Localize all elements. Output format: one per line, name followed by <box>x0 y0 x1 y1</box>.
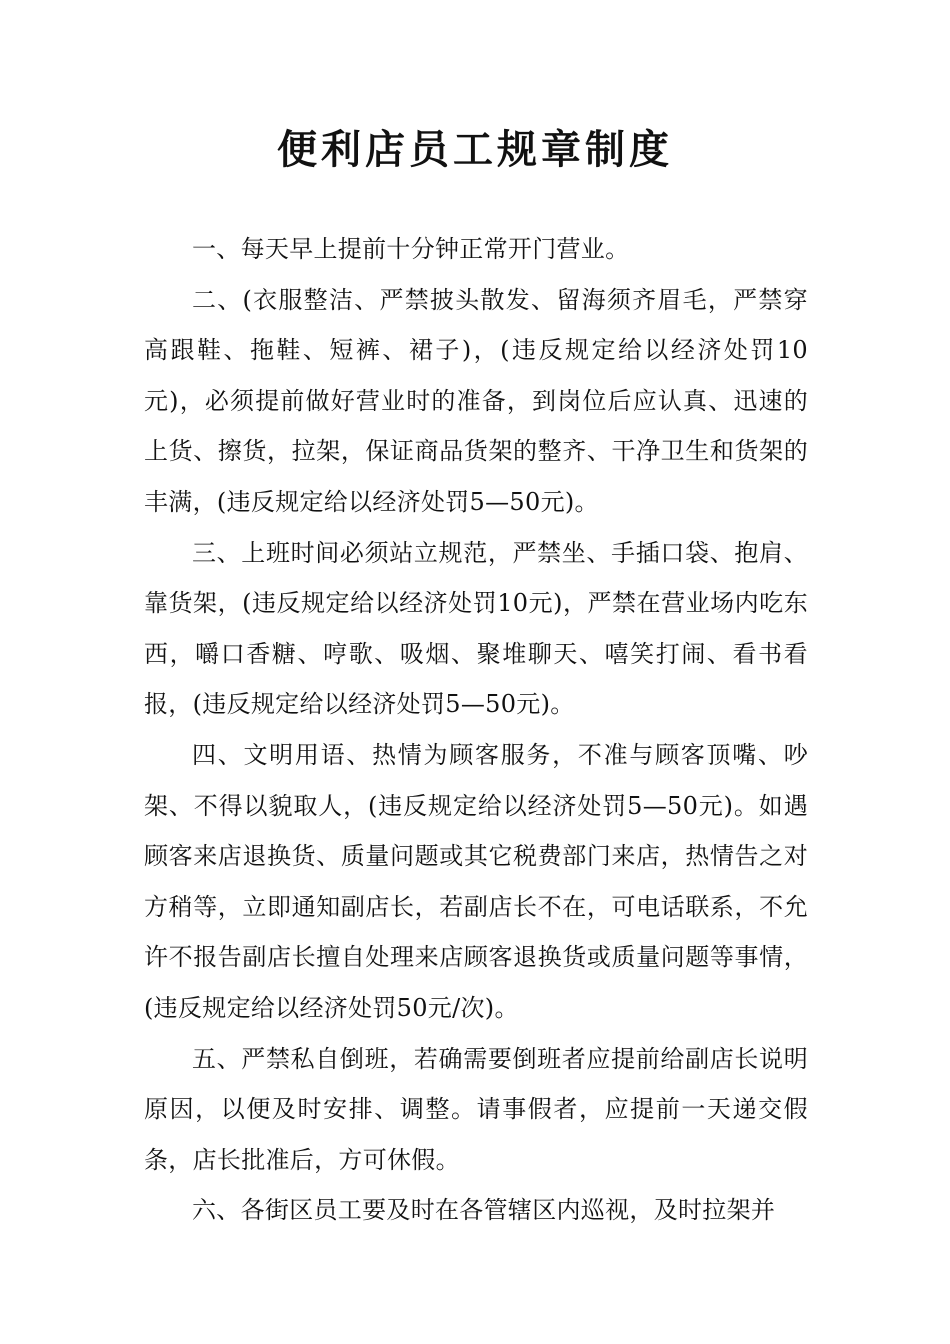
document-title: 便利店员工规章制度 <box>277 126 673 173</box>
paragraph-2: 二、(衣服整洁、严禁披头散发、留海须齐眉毛，严禁穿高跟鞋、拖鞋、短裤、裙子)，(违反规定给以经济处罚10元)，必须提前做好营业时的准备，到岗位后应认真、迅速的上货、擦货，拉架，保证商品货架的整齐、干净卫生和货架的丰满，(违反规定给以经济处罚5—50元)。 <box>144 285 808 516</box>
paragraph-6: 六、各街区员工要及时在各管辖区内巡视，及时拉架并 <box>192 1196 776 1225</box>
paragraph-3: 三、上班时间必须站立规范，严禁坐、手插口袋、抱肩、靠货架，(违反规定给以经济处罚10元)，严禁在营业场内吃东西，嚼口香糖、哼歌、吸烟、聚堆聊天、嘻笑打闹、看书看报，(违反规定给以经济处罚5—50元)。 <box>144 538 808 719</box>
paragraph-4: 四、文明用语、热情为顾客服务，不准与顾客顶嘴、吵架、不得以貌取人，(违反规定给以经济处罚5—50元)。如遇顾客来店退换货、质量问题或其它税费部门来店，热情告之对方稍等，立即通知副店长，若副店长不在，可电话联系，不允许不报告副店长擅自处理来店顾客退换货或质量问题等事情，(违反规定给以经济处罚50元/次)。 <box>144 740 808 1022</box>
document-body <box>144 224 808 1236</box>
paragraph-5: 五、严禁私自倒班，若确需要倒班者应提前给副店长说明原因，以便及时安排、调整。请事假者，应提前一天递交假条，店长批准后，方可休假。 <box>144 1044 808 1174</box>
paragraph-1: 一、每天早上提前十分钟正常开门营业。 <box>192 235 630 263</box>
